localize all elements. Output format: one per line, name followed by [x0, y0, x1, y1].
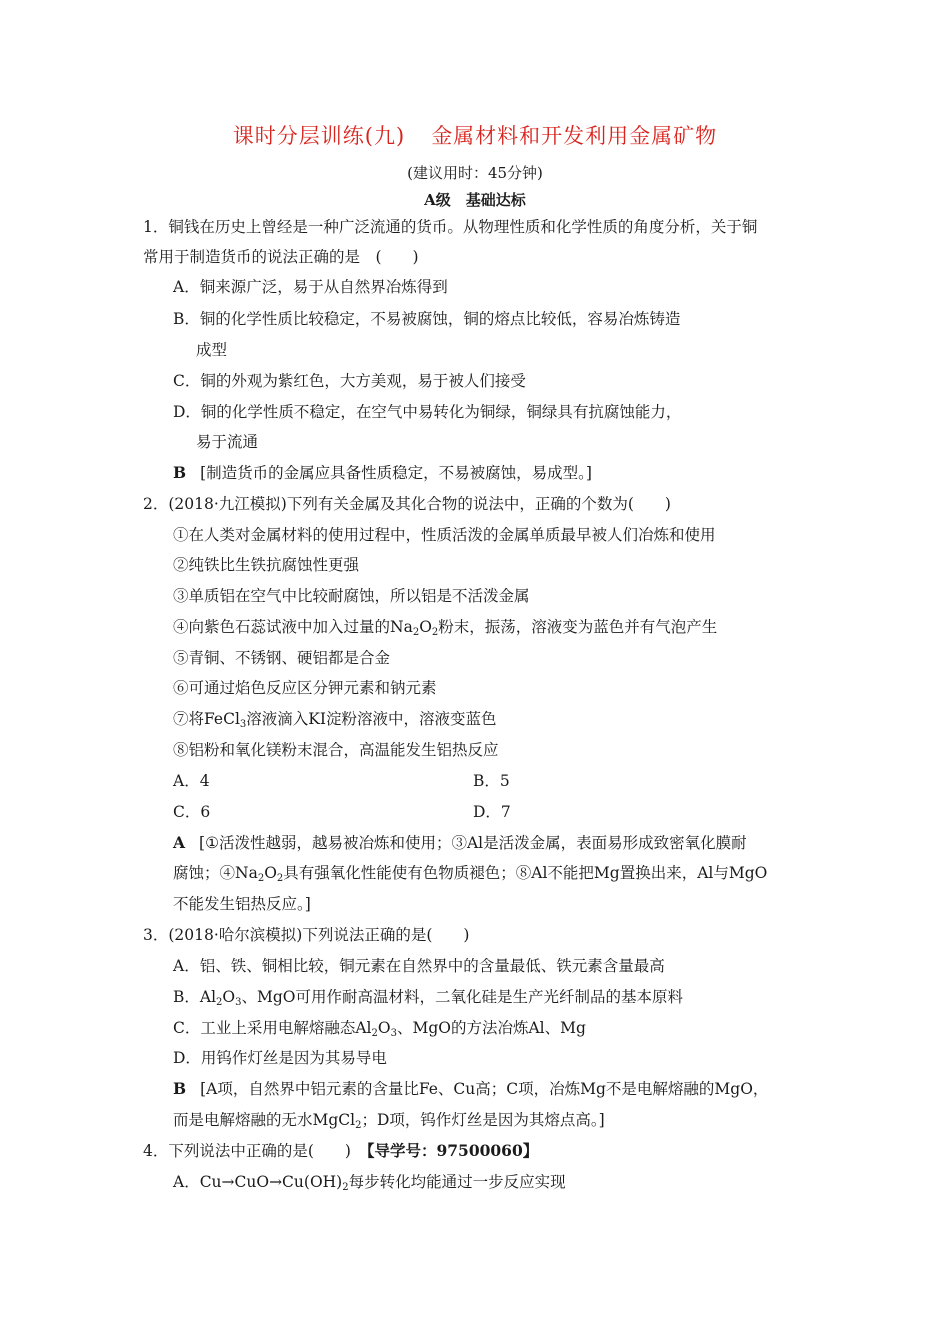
title-series: 课时分层训练(九)	[232, 124, 406, 148]
q2-statement-3: ③单质铝在空气中比较耐腐蚀，所以铝是不活泼金属	[173, 587, 530, 605]
q4-stem-text: 4．下列说法中正确的是( )	[143, 1142, 351, 1160]
q1-option-a: A．铜来源广泛，易于从自然界冶炼得到	[173, 278, 448, 296]
q2-option-b: B．5	[473, 772, 510, 790]
q1-option-b: B．铜的化学性质比较稳定，不易被腐蚀，铜的熔点比较低，容易冶炼铸造	[173, 310, 681, 328]
q2-s4-text-b: O	[419, 618, 432, 636]
q2-statement-7	[173, 709, 497, 729]
q4-a-text-b: 每步转化均能通过一步反应实现	[348, 1173, 566, 1191]
q2-answer-letter: A	[173, 833, 186, 852]
q3-b-sub2: 3	[235, 997, 242, 1008]
q2-s4-text-a: ④向紫色石蕊试液中加入过量的Na	[173, 618, 413, 636]
q3-answer	[173, 1079, 768, 1099]
q3-c-text-a: C．工业上采用电解熔融态Al	[173, 1019, 372, 1037]
q2-explanation-1: [①活泼性越弱，越易被冶炼和使用；③Al是活泼金属，表面易形成致密氧化膜耐	[199, 834, 747, 852]
q1-stem-line1: 1．铜钱在历史上曾经是一种广泛流通的货币。从物理性质和化学性质的角度分析，关于铜	[143, 218, 758, 236]
q2-s7-sub: 3	[239, 719, 247, 730]
q2-exp2-sub2: 2	[276, 873, 284, 884]
q2-statement-8: ⑧铝粉和氧化镁粉末混合，高温能发生铝热反应	[173, 741, 499, 759]
q3-c-text-b: O	[377, 1019, 391, 1037]
q3-option-a: A．铝、铁、铜相比较，铜元素在自然界中的含量最低、铁元素含量最高	[173, 957, 665, 975]
q1-stem-line2: 常用于制造货币的说法正确的是 ( )	[143, 248, 419, 266]
q2-s4-text-c: 粉末，振荡，溶液变为蓝色并有气泡产生	[438, 618, 718, 636]
q1-option-c: C．铜的外观为紫红色，大方美观，易于被人们接受	[173, 372, 526, 390]
q3-option-d: D．用钨作灯丝是因为其易导电	[173, 1049, 387, 1067]
q3-exp2-text-a: 而是电解熔融的无水MgCl	[173, 1111, 356, 1129]
q2-exp2-text-b: O	[264, 864, 277, 882]
q3-explanation-2	[173, 1110, 605, 1130]
q2-option-a: A．4	[173, 772, 210, 790]
time-hint: (建议用时：45分钟)	[407, 164, 543, 182]
q3-c-text-c: 、MgO的方法冶炼Al、Mg	[396, 1019, 586, 1037]
q3-c-sub2: 3	[390, 1028, 397, 1039]
q2-statement-1: ①在人类对金属材料的使用过程中，性质活泼的金属单质最早被人们冶炼和使用	[173, 526, 716, 544]
q2-explanation-2	[173, 863, 767, 883]
q1-option-d-cont: 易于流通	[196, 433, 259, 451]
q2-stem: 2．(2018·九江模拟)下列有关金属及其化合物的说法中，正确的个数为( )	[143, 495, 671, 513]
q4-reference-number: 【导学号：97500060】	[358, 1141, 539, 1160]
q2-option-c: C．6	[173, 803, 211, 821]
q1-option-b-cont: 成型	[196, 341, 228, 359]
q2-s7-text-b: 溶液滴入KI淀粉溶液中，溶液变蓝色	[246, 710, 497, 728]
q2-option-d: D．7	[473, 803, 511, 821]
q2-answer	[173, 833, 747, 853]
q3-exp2-text-b: ；D项，钨作灯丝是因为其熔点高。]	[361, 1111, 605, 1129]
q2-exp2-text-c: 具有强氧化性能使有色物质褪色；⑧Al不能把Mg置换出来，Al与MgO	[283, 864, 768, 882]
q4-a-sub: 2	[342, 1182, 349, 1193]
q3-option-b	[173, 987, 683, 1007]
q3-b-sub1: 2	[216, 997, 223, 1008]
q2-statement-6: ⑥可通过焰色反应区分钾元素和钠元素	[173, 679, 437, 697]
q3-b-text-a: B．Al	[173, 988, 217, 1006]
q2-statement-2: ②纯铁比生铁抗腐蚀性更强	[173, 556, 360, 574]
q4-option-a	[173, 1172, 566, 1192]
q2-explanation-3: 不能发生铝热反应。]	[173, 895, 311, 913]
q3-option-c	[173, 1018, 586, 1038]
q2-exp2-text-a: 腐蚀；④Na	[173, 864, 258, 882]
level-heading: A级 基础达标	[424, 191, 526, 209]
q2-s4-sub2: 2	[431, 627, 439, 638]
q2-s4-sub1: 2	[412, 627, 420, 638]
q3-stem: 3．(2018·哈尔滨模拟)下列说法正确的是( )	[143, 926, 470, 944]
page-title	[0, 120, 950, 150]
q3-answer-letter: B	[173, 1079, 187, 1098]
q3-b-text-b: O	[222, 988, 236, 1006]
q1-option-d: D．铜的化学性质不稳定，在空气中易转化为铜绿，铜绿具有抗腐蚀能力，	[173, 403, 682, 421]
q1-explanation: [制造货币的金属应具备性质稳定，不易被腐蚀，易成型。]	[200, 464, 592, 482]
q4-a-text-a: A．Cu→CuO→Cu(OH)	[173, 1173, 343, 1191]
title-topic: 金属材料和开发利用金属矿物	[431, 124, 718, 148]
q4-stem	[143, 1141, 538, 1161]
q1-answer-letter: B	[173, 463, 187, 482]
q3-b-text-c: 、MgO可用作耐高温材料，二氧化硅是生产光纤制品的基本原料	[241, 988, 684, 1006]
q2-exp2-sub1: 2	[257, 873, 265, 884]
q1-answer	[173, 463, 592, 483]
q3-c-sub1: 2	[371, 1028, 378, 1039]
q3-exp2-sub: 2	[355, 1120, 362, 1131]
q2-statement-4	[173, 617, 717, 637]
q3-explanation-1: [A项，自然界中铝元素的含量比Fe、Cu高；C项，冶炼Mg不是电解熔融的MgO，	[200, 1080, 769, 1098]
q2-statement-5: ⑤青铜、不锈钢、硬铝都是合金	[173, 649, 391, 667]
q2-s7-text-a: ⑦将FeCl	[173, 710, 240, 728]
